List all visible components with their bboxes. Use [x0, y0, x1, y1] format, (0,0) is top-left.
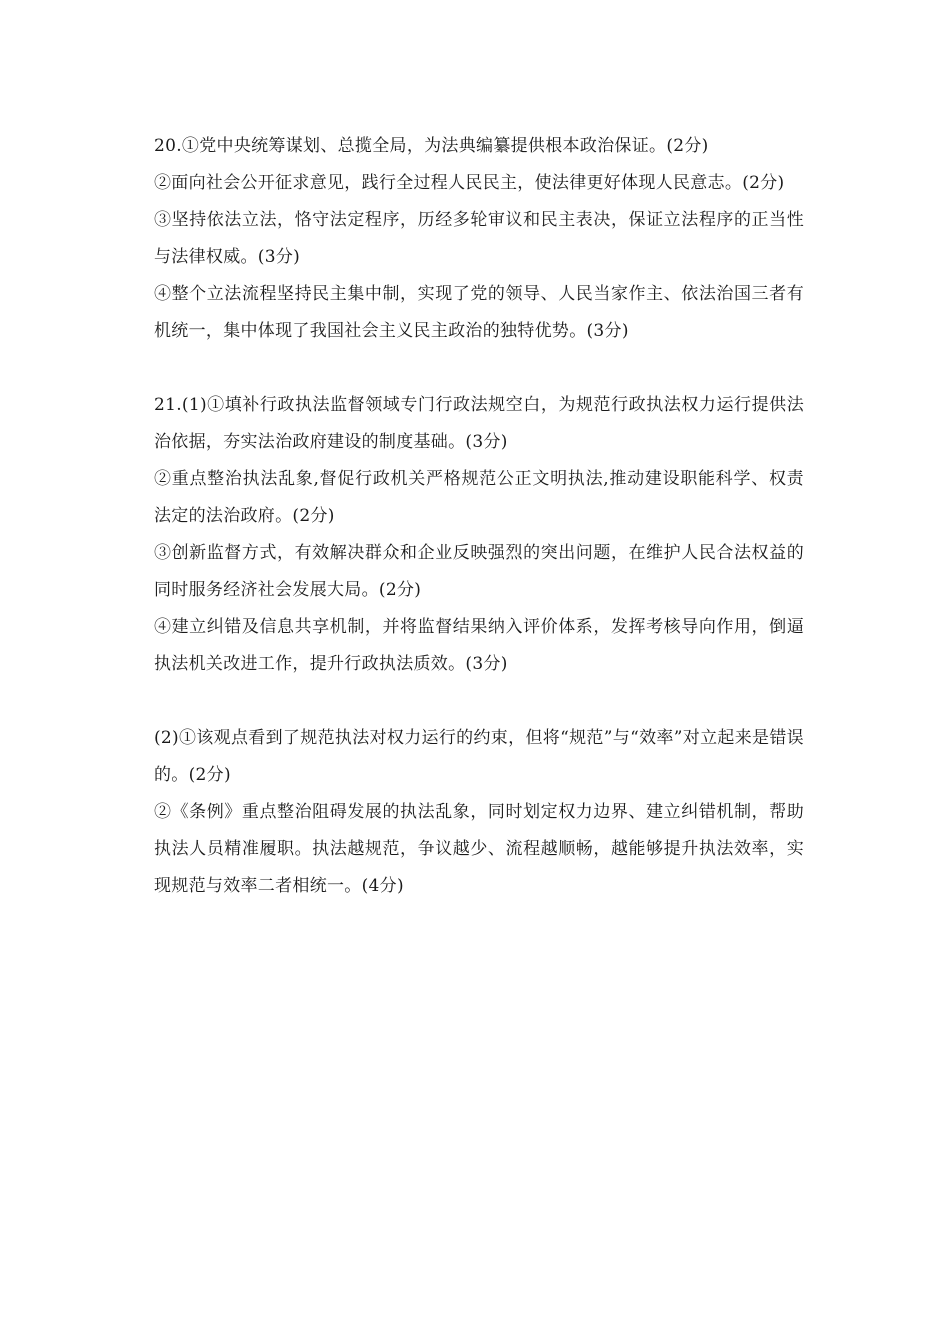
answer-paragraph: ②面向社会公开征求意见，践行全过程人民民主，使法律更好体现人民意志。(2分) — [154, 173, 785, 193]
answer-paragraph: 20.①党中央统筹谋划、总揽全局，为法典编纂提供根本政治保证。(2分) — [154, 136, 709, 156]
answer-content — [154, 128, 804, 905]
answer-paragraph: ③坚持依法立法，恪守法定程序，历经多轮审议和民主表决，保证立法程序的正当性与法律权威。(3分) — [154, 210, 804, 267]
answer-paragraph: ②重点整治执法乱象,督促行政机关严格规范公正文明执法,推动建设职能科学、权责法定的法治政府。(2分) — [154, 469, 804, 526]
answer-paragraph: ②《条例》重点整治阻碍发展的执法乱象，同时划定权力边界、建立纠错机制，帮助执法人员精准履职。执法越规范，争议越少、流程越顺畅，越能够提升执法效率，实现规范与效率二者相统一。(4分) — [154, 802, 804, 896]
answer-section-q21-part1 — [154, 387, 804, 683]
answer-section-q21-part2 — [154, 720, 804, 905]
answer-paragraph: ④整个立法流程坚持民主集中制，实现了党的领导、人民当家作主、依法治国三者有机统一，集中体现了我国社会主义民主政治的独特优势。(3分) — [154, 284, 804, 341]
answer-paragraph: 21.(1)①填补行政执法监督领域专门行政法规空白，为规范行政执法权力运行提供法治依据，夯实法治政府建设的制度基础。(3分) — [154, 395, 804, 452]
answer-paragraph: ③创新监督方式，有效解决群众和企业反映强烈的突出问题，在维护人民合法权益的同时服务经济社会发展大局。(2分) — [154, 543, 804, 600]
answer-section-q20 — [154, 128, 804, 350]
answer-paragraph: ④建立纠错及信息共享机制，并将监督结果纳入评价体系，发挥考核导向作用，倒逼执法机关改进工作，提升行政执法质效。(3分) — [154, 617, 804, 674]
answer-paragraph: (2)①该观点看到了规范执法对权力运行的约束，但将“规范”与“效率”对立起来是错误的。(2分) — [154, 728, 804, 785]
